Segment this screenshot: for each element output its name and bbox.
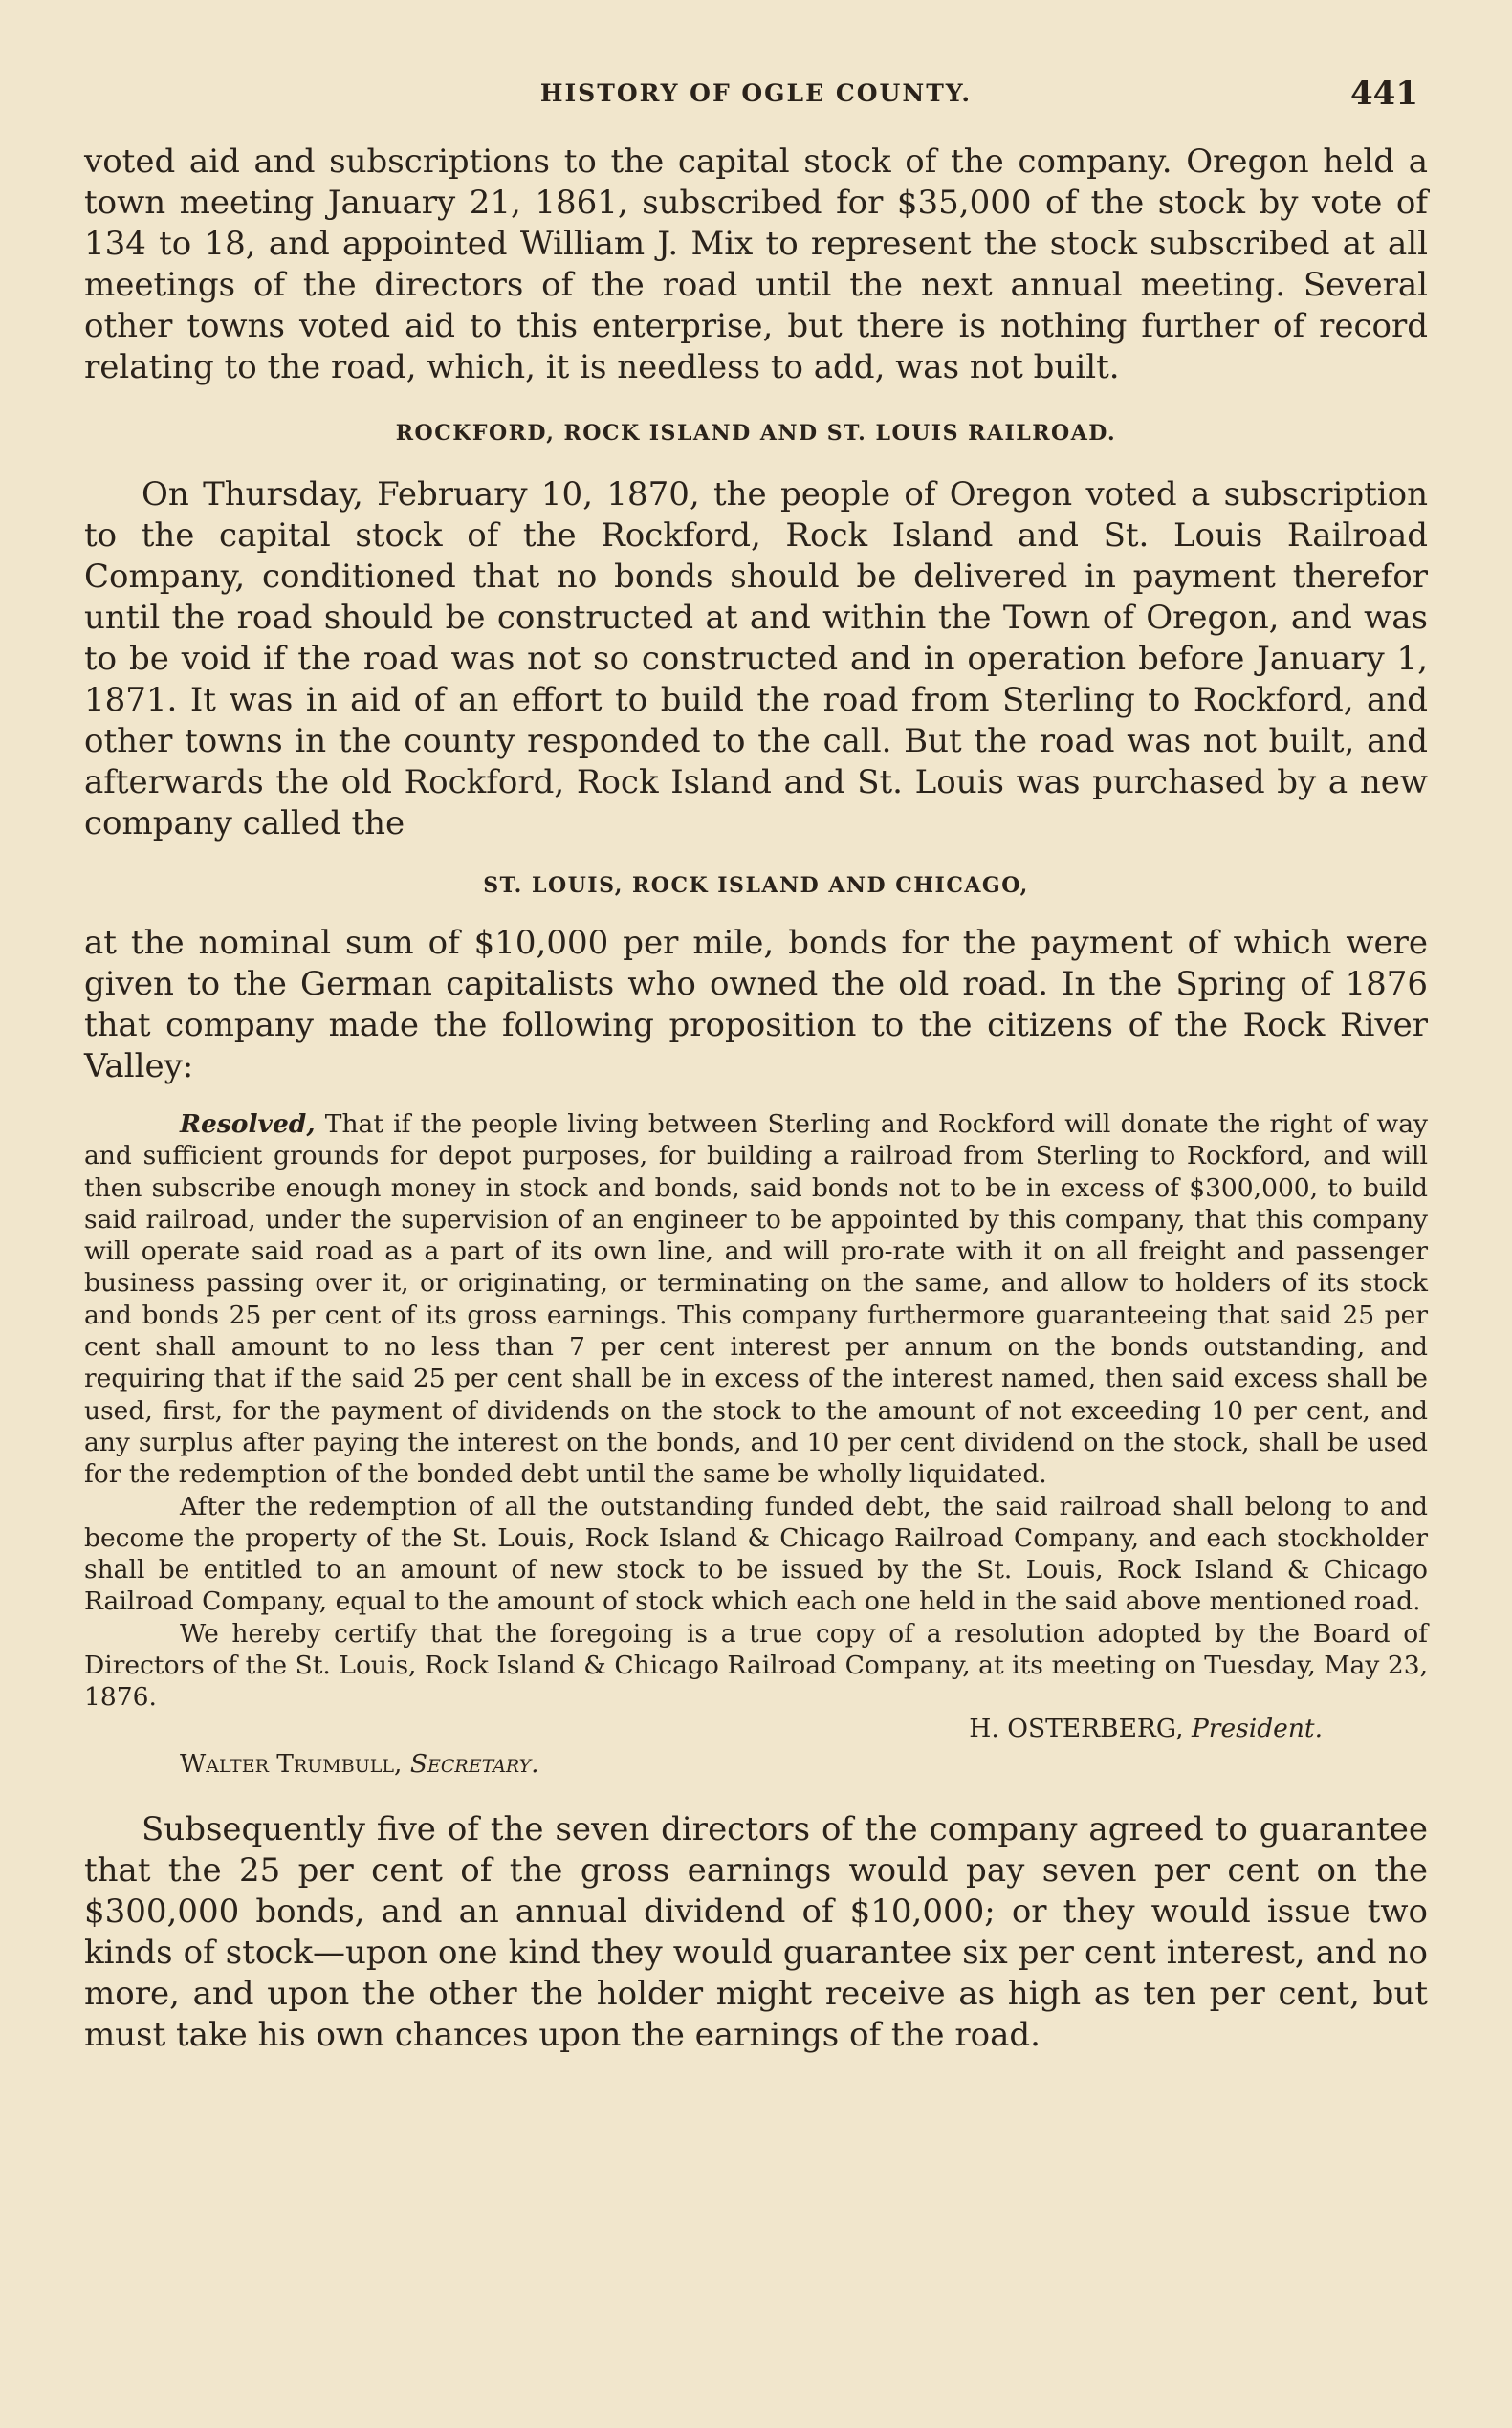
resolution-paragraph-redemption: After the redemption of all the outstanding funded debt, the said railroad shall belong to and become the property of the St. Louis, Rock Island & Chicago Railroad Company, and each stockholder shall be entitled to an amount of new stock to be issued by the St. Louis, Rock Island & Chicago Railroad Company, equal to the amount of stock which each one held in the said above mentioned road. xyxy=(84,1491,1428,1617)
resolution-paragraph-terms xyxy=(84,1108,1428,1491)
resolution-terms-text: That if the people living between Sterling and Rockford will donate the right of way and sufficient grounds for depot purposes, for building a railroad from Sterling to Rockford, and will then subscribe enough money in stock and bonds, said bonds not to be in excess of $300,000, to build said railroad, under the supervision of an engineer to be appointed by this company, that this company will operate said road as a part of its own line, and will pro-rate with it on all freight and passenger business passing over it, or originating, or terminating on the same, and allow to holders of its stock and bonds 25 per cent of its gross earnings. This company furthermore guaranteeing that said 25 per cent shall amount to no less than 7 per cent interest per annum on the bonds outstanding, and requiring that if the said 25 per cent shall be in excess of the interest named, then said excess shall be used, first, for the payment of dividends on the stock to the amount of not exceeding 10 per cent, and any surplus after paying the interest on the bonds, and 10 per cent dividend on the stock, shall be used for the redemption of the bonded debt until the same be wholly liquidated. xyxy=(84,1109,1428,1490)
section-heading-st-louis-company: ST. LOUIS, ROCK ISLAND AND CHICAGO, xyxy=(483,873,1029,898)
section-heading-rockford-railroad: ROCKFORD, ROCK ISLAND AND ST. LOUIS RAILROAD. xyxy=(395,421,1117,446)
paragraph-oregon-vote-1870: On Thursday, February 10, 1870, the people of Oregon voted a subscription to the capital stock of the Rockford, Rock Island and St. Louis Railroad Company, conditioned that no bonds should be delivered in payment therefor until the road should be constructed at and within the Town of Oregon, and was to be void if the road was not so constructed and in operation before January 1, 1871. It was in aid of an effort to build the road from Sterling to Rockford, and other towns in the county responded to the call. But the road was not built, and afterwards the old Rockford, Rock Island and St. Louis was purchased by a new company called the xyxy=(84,475,1428,842)
president-title: President. xyxy=(1191,1713,1323,1743)
secretary-signature xyxy=(180,1749,539,1779)
president-name: H. OSTERBERG, xyxy=(969,1713,1184,1743)
resolution-block xyxy=(84,1108,1428,1714)
secretary-name: Walter Trumbull, xyxy=(180,1748,403,1779)
running-title: HISTORY OF OGLE COUNTY. xyxy=(539,79,973,107)
running-head xyxy=(84,67,1428,120)
resolution-paragraph-certification: We hereby certify that the foregoing is a true copy of a resolution adopted by the Board of Directors of the St. Louis, Rock Island & Chicago Railroad Company, at its meeting on Tuesday, May 23, 1876. xyxy=(84,1618,1428,1713)
secretary-title: Secretary. xyxy=(409,1748,539,1779)
paragraph-nominal-sum: at the nominal sum of $10,000 per mile, bonds for the payment of which were given to the German capitalists who owned the old road. In the Spring of 1876 that company made the following proposition to the citizens of the Rock River Valley: xyxy=(84,924,1428,1085)
signature-block xyxy=(84,1714,1428,1783)
paragraph-aid-subscriptions: voted aid and subscriptions to the capital stock of the company. Oregon held a town meeting January 21, 1861, subscribed for $35,000 of the stock by vote of 134 to 18, and appointed William J. Mix to represent the stock subscribed at all meetings of the directors of the road until the next annual meeting. Several other towns voted aid to this enterprise, but there is nothing further of record relating to the road, which, it is needless to add, was not built. xyxy=(84,142,1428,386)
page-number: 441 xyxy=(1350,75,1418,113)
president-signature xyxy=(969,1714,1323,1743)
resolved-lead: Resolved, xyxy=(180,1109,316,1139)
paragraph-directors-guarantee: Subsequently five of the seven directors of the company agreed to guarantee that the 25 per cent of the gross earnings would pay seven per cent on the $300,000 bonds, and an annual dividend of $10,000; or they would issue two kinds of stock—upon one kind they would guarantee six per cent interest, and no more, and upon the other the holder might receive as high as ten per cent, but must take his own chances upon the earnings of the road. xyxy=(84,1809,1428,2054)
